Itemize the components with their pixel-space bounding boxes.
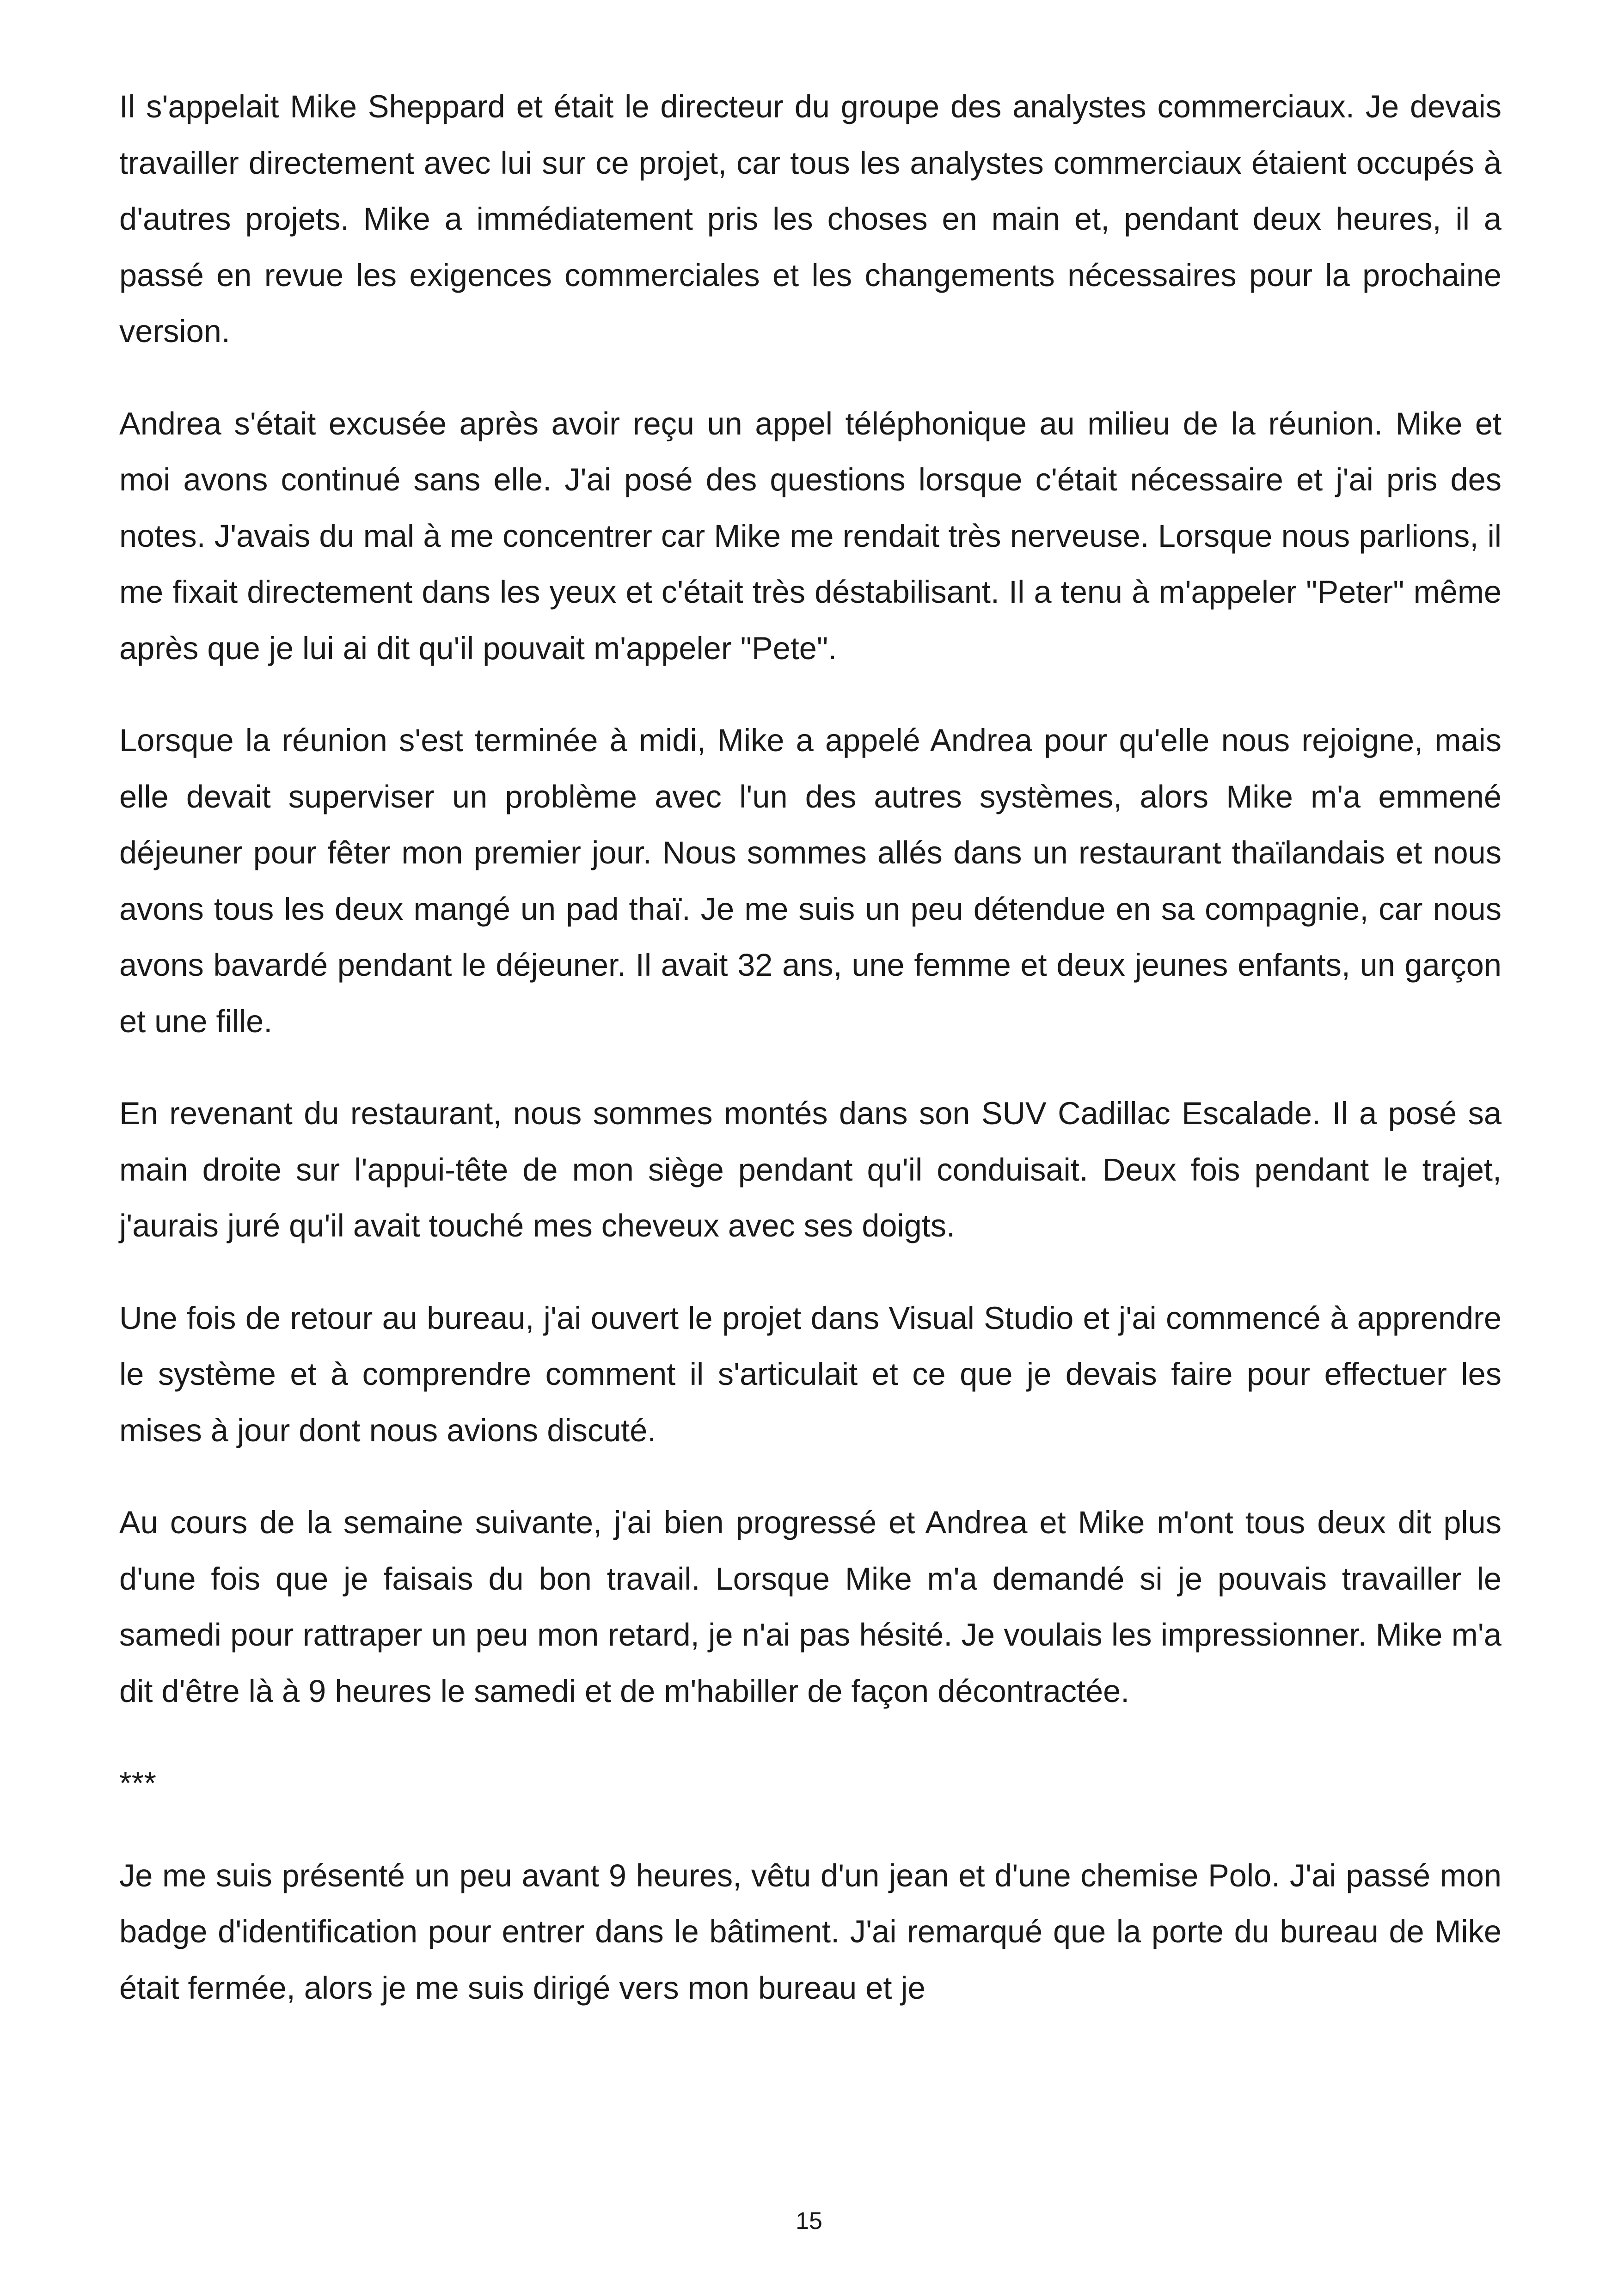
paragraph: Au cours de la semaine suivante, j'ai bien progressé et Andrea et Mike m'ont tous deux dit plus d'une fois que je faisais du bon travail. Lorsque Mike m'a demandé si je pouvais travailler le samedi pour rattraper un peu mon retard, je n'ai pas hésité. Je voulais les impressionner. Mike m'a dit d'être là à 9 heures le samedi et de m'habiller de façon décontractée. (119, 1505, 1502, 1709)
paragraph: Je me suis présenté un peu avant 9 heures, vêtu d'un jean et d'une chemise Polo. J'ai passé mon badge d'identification pour entrer dans le bâtiment. J'ai remarqué que la porte du bureau de Mike était fermée, alors je me suis dirigé vers mon bureau et je (119, 1857, 1502, 2006)
section-separator: *** (119, 1765, 156, 1801)
paragraph: Lorsque la réunion s'est terminée à midi, Mike a appelé Andrea pour qu'elle nous rejoigne, mais elle devait superviser un problème avec l'un des autres systèmes, alors Mike m'a emmené déjeuner pour fêter mon premier jour. Nous sommes allés dans un restaurant thaïlandais et nous avons tous les deux mangé un pad thaï. Je me suis un peu détendue en sa compagnie, car nous avons bavardé pendant le déjeuner. Il avait 32 ans, une femme et deux jeunes enfants, un garçon et une fille. (119, 722, 1502, 1039)
paragraph: Il s'appelait Mike Sheppard et était le directeur du groupe des analystes commerciaux. Je devais travailler directement avec lui sur ce projet, car tous les analystes commerciaux étaient occupés à d'autres projets. Mike a immédiatement pris les choses en main et, pendant deux heures, il a passé en revue les exigences commerciales et les changements nécessaires pour la prochaine version. (119, 89, 1502, 349)
page-body (119, 79, 1502, 2052)
page-number: 15 (796, 2208, 822, 2235)
paragraph: Andrea s'était excusée après avoir reçu un appel téléphonique au milieu de la réunion. Mike et moi avons continué sans elle. J'ai posé des questions lorsque c'était nécessaire et j'ai pris des notes. J'avais du mal à me concentrer car Mike me rendait très nerveuse. Lorsque nous parlions, il me fixait directement dans les yeux et c'était très déstabilisant. Il a tenu à m'appeler "Peter" même après que je lui ai dit qu'il pouvait m'appeler "Pete". (119, 405, 1502, 666)
paragraph: Une fois de retour au bureau, j'ai ouvert le projet dans Visual Studio et j'ai commencé à apprendre le système et à comprendre comment il s'articulait et ce que je devais faire pour effectuer les mises à jour dont nous avions discuté. (119, 1300, 1502, 1448)
paragraph: En revenant du restaurant, nous sommes montés dans son SUV Cadillac Escalade. Il a posé sa main droite sur l'appui-tête de mon siège pendant qu'il conduisait. Deux fois pendant le trajet, j'aurais juré qu'il avait touché mes cheveux avec ses doigts. (119, 1096, 1502, 1243)
